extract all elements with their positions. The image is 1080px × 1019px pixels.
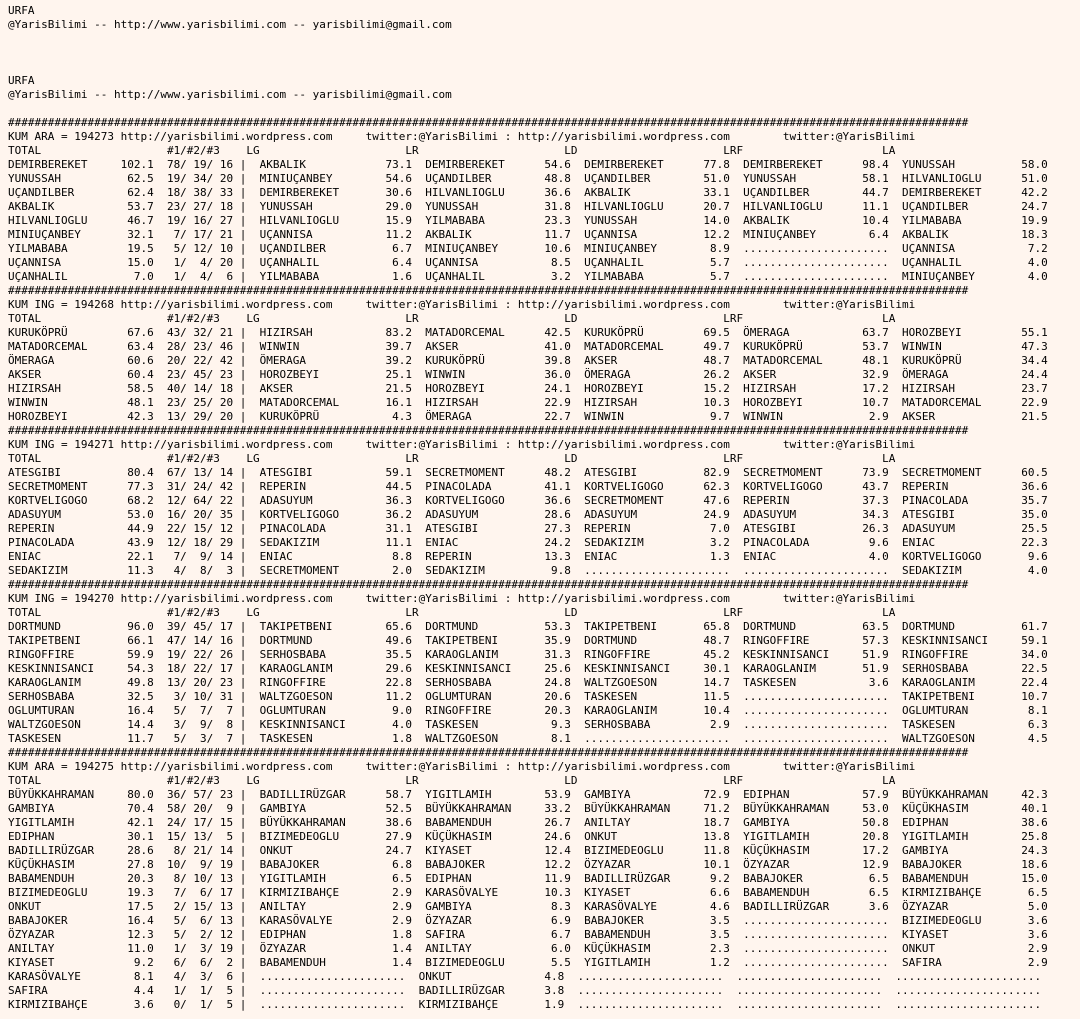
table-row: BADILLIRÜZGAR 28.6 8/ 21/ 14 | ONKUT 24.7 KIYASET 12.4 BIZIMEDEOGLU 11.8 KÜÇÜKHASIM 17.2 GAMBIYA 24.3 [8,844,1048,857]
separator-line: ################################################################################################################################################# [8,424,969,437]
table-row: KÜÇÜKHASIM 27.8 10/ 9/ 19 | BABAJOKER 6.8 BABAJOKER 12.2 ÖZYAZAR 10.1 ÖZYAZAR 12.9 BABAJOKER 18.6 [8,858,1048,871]
column-headers: TOTAL #1/#2/#3 LG LR LD LRF LA [8,144,896,157]
city-title: URFA [8,4,35,17]
table-row: BIZIMEDEOGLU 19.3 7/ 6/ 17 | KIRMIZIBAHÇE 2.9 KARASÖVALYE 10.3 KIYASET 6.6 BABAMENDUH 6.5 KIRMIZIBAHÇE 6.5 [8,886,1048,899]
race-header: KUM ING = 194268 http://yarisbilimi.wordpress.com twitter:@YarisBilimi : http://yarisbilimi.wordpress.com twitter:@YarisBilimi [8,298,916,311]
table-row: PINACOLADA 43.9 12/ 18/ 29 | SEDAKIZIM 11.1 ENIAC 24.2 SEDAKIZIM 3.2 PINACOLADA 9.6 ENIAC 22.3 [8,536,1048,549]
table-row: KESKINNISANCI 54.3 18/ 22/ 17 | KARAOGLANIM 29.6 KESKINNISANCI 25.6 KESKINNISANCI 30.1 KARAOGLANIM 51.9 SERHOSBABA 22.5 [8,662,1048,675]
table-row: DEMIRBEREKET 102.1 78/ 19/ 16 | AKBALIK 73.1 DEMIRBEREKET 54.6 DEMIRBEREKET 77.8 DEMIRBEREKET 98.4 YUNUSSAH 58.0 [8,158,1048,171]
table-row: KIRMIZIBAHÇE 3.6 0/ 1/ 5 | ...................... KIRMIZIBAHÇE 1.9 ...................... ...................... ...................... [8,998,1042,1011]
column-headers: TOTAL #1/#2/#3 LG LR LD LRF LA [8,312,896,325]
contact-line: @YarisBilimi -- http://www.yarisbilimi.com -- yarisbilimi@gmail.com [8,88,452,101]
table-row: KURUKÖPRÜ 67.6 43/ 32/ 21 | HIZIRSAH 83.2 MATADORCEMAL 42.5 KURUKÖPRÜ 69.5 ÖMERAGA 63.7 HOROZBEYI 55.1 [8,326,1048,339]
table-row: SAFIRA 4.4 1/ 1/ 5 | ...................... BADILLIRÜZGAR 3.8 ...................... ...................... ...................... [8,984,1042,997]
separator-line: ################################################################################################################################################# [8,116,969,129]
blank-line [8,32,1080,46]
table-row: WINWIN 48.1 23/ 25/ 20 | MATADORCEMAL 16.1 HIZIRSAH 22.9 HIZIRSAH 10.3 HOROZBEYI 10.7 MATADORCEMAL 22.9 [8,396,1048,409]
blank-line [8,102,1080,116]
table-row: DORTMUND 96.0 39/ 45/ 17 | TAKIPETBENI 65.6 DORTMUND 53.3 TAKIPETBENI 65.8 DORTMUND 63.5 DORTMUND 61.7 [8,620,1048,633]
table-row: SEDAKIZIM 11.3 4/ 8/ 3 | SECRETMOMENT 2.0 SEDAKIZIM 9.8 ...................... ...................... SEDAKIZIM 4.0 [8,564,1048,577]
blank-line [8,60,1080,74]
table-row: HOROZBEYI 42.3 13/ 29/ 20 | KURUKÖPRÜ 4.3 ÖMERAGA 22.7 WINWIN 9.7 WINWIN 2.9 AKSER 21.5 [8,410,1048,423]
column-headers: TOTAL #1/#2/#3 LG LR LD LRF LA [8,452,896,465]
table-row: EDIPHAN 30.1 15/ 13/ 5 | BIZIMEDEOGLU 27.9 KÜÇÜKHASIM 24.6 ONKUT 13.8 YIGITLAMIH 20.8 YIGITLAMIH 25.8 [8,830,1048,843]
race-header: KUM ING = 194271 http://yarisbilimi.wordpress.com twitter:@YarisBilimi : http://yarisbilimi.wordpress.com twitter:@YarisBilimi [8,438,916,451]
table-row: UÇANHALIL 7.0 1/ 4/ 6 | YILMABABA 1.6 UÇANHALIL 3.2 YILMABABA 5.7 ...................... MINIUÇANBEY 4.0 [8,270,1048,283]
table-row: ADASUYUM 53.0 16/ 20/ 35 | KORTVELIGOGO 36.2 ADASUYUM 28.6 ADASUYUM 24.9 ADASUYUM 34.3 ATESGIBI 35.0 [8,508,1048,521]
table-row: GAMBIYA 70.4 58/ 20/ 9 | GAMBIYA 52.5 BÜYÜKKAHRAMAN 33.2 BÜYÜKKAHRAMAN 71.2 BÜYÜKKAHRAMAN 53.0 KÜÇÜKHASIM 40.1 [8,802,1048,815]
race-header: KUM ARA = 194275 http://yarisbilimi.wordpress.com twitter:@YarisBilimi : http://yarisbilimi.wordpress.com twitter:@YarisBilimi [8,760,916,773]
table-row: TASKESEN 11.7 5/ 3/ 7 | TASKESEN 1.8 WALTZGOESON 8.1 ...................... ...................... WALTZGOESON 4.5 [8,732,1048,745]
table-row: OGLUMTURAN 16.4 5/ 7/ 7 | OGLUMTURAN 9.0 RINGOFFIRE 20.3 KARAOGLANIM 10.4 ...................... OGLUMTURAN 8.1 [8,704,1048,717]
table-row: SECRETMOMENT 77.3 31/ 24/ 42 | REPERIN 44.5 PINACOLADA 41.1 KORTVELIGOGO 62.3 KORTVELIGOGO 43.7 REPERIN 36.6 [8,480,1048,493]
table-row: UÇANDILBER 62.4 18/ 38/ 33 | DEMIRBEREKET 30.6 HILVANLIOGLU 36.6 AKBALIK 33.1 UÇANDILBER 44.7 DEMIRBEREKET 42.2 [8,186,1048,199]
separator-line: ################################################################################################################################################# [8,284,969,297]
table-row: ÖMERAGA 60.6 20/ 22/ 42 | ÖMERAGA 39.2 KURUKÖPRÜ 39.8 AKSER 48.7 MATADORCEMAL 48.1 KURUKÖPRÜ 34.4 [8,354,1048,367]
table-row: KORTVELIGOGO 68.2 12/ 64/ 22 | ADASUYUM 36.3 KORTVELIGOGO 36.6 SECRETMOMENT 47.6 REPERIN 37.3 PINACOLADA 35.7 [8,494,1048,507]
table-row: YIGITLAMIH 42.1 24/ 17/ 15 | BÜYÜKKAHRAMAN 38.6 BABAMENDUH 26.7 ANILTAY 18.7 GAMBIYA 50.8 EDIPHAN 38.6 [8,816,1048,829]
table-row: ANILTAY 11.0 1/ 3/ 19 | ÖZYAZAR 1.4 ANILTAY 6.0 KÜÇÜKHASIM 2.3 ...................... ONKUT 2.9 [8,942,1048,955]
table-row: KARASÖVALYE 8.1 4/ 3/ 6 | ...................... ONKUT 4.8 ...................... ...................... ...................... [8,970,1042,983]
separator-line: ################################################################################################################################################# [8,746,969,759]
table-row: SERHOSBABA 32.5 3/ 10/ 31 | WALTZGOESON 11.2 OGLUMTURAN 20.6 TASKESEN 11.5 ...................... TAKIPETBENI 10.7 [8,690,1048,703]
table-row: YUNUSSAH 62.5 19/ 34/ 20 | MINIUÇANBEY 54.6 UÇANDILBER 48.8 UÇANDILBER 51.0 YUNUSSAH 58.1 HILVANLIOGLU 51.0 [8,172,1048,185]
table-row: ONKUT 17.5 2/ 15/ 13 | ANILTAY 2.9 GAMBIYA 8.3 KARASÖVALYE 4.6 BADILLIRÜZGAR 3.6 ÖZYAZAR 5.0 [8,900,1048,913]
column-headers: TOTAL #1/#2/#3 LG LR LD LRF LA [8,606,896,619]
table-row: AKSER 60.4 23/ 45/ 23 | HOROZBEYI 25.1 WINWIN 36.0 ÖMERAGA 26.2 AKSER 32.9 ÖMERAGA 24.4 [8,368,1048,381]
column-headers: TOTAL #1/#2/#3 LG LR LD LRF LA [8,774,896,787]
table-row: ÖZYAZAR 12.3 5/ 2/ 12 | EDIPHAN 1.8 SAFIRA 6.7 BABAMENDUH 3.5 ...................... KIYASET 3.6 [8,928,1048,941]
table-row: BABAJOKER 16.4 5/ 6/ 13 | KARASÖVALYE 2.9 ÖZYAZAR 6.9 BABAJOKER 3.5 ...................... BIZIMEDEOGLU 3.6 [8,914,1048,927]
race-header: KUM ING = 194270 http://yarisbilimi.wordpress.com twitter:@YarisBilimi : http://yarisbilimi.wordpress.com twitter:@YarisBilimi [8,592,916,605]
table-row: BABAMENDUH 20.3 8/ 10/ 13 | YIGITLAMIH 6.5 EDIPHAN 11.9 BADILLIRÜZGAR 9.2 BABAJOKER 6.5 BABAMENDUH 15.0 [8,872,1048,885]
table-row: MATADORCEMAL 63.4 28/ 23/ 46 | WINWIN 39.7 AKSER 41.0 MATADORCEMAL 49.7 KURUKÖPRÜ 53.7 WINWIN 47.3 [8,340,1048,353]
blank-line [8,46,1080,60]
table-row: BÜYÜKKAHRAMAN 80.0 36/ 57/ 23 | BADILLIRÜZGAR 58.7 YIGITLAMIH 53.9 GAMBIYA 72.9 EDIPHAN 57.9 BÜYÜKKAHRAMAN 42.3 [8,788,1048,801]
race-header: KUM ARA = 194273 http://yarisbilimi.wordpress.com twitter:@YarisBilimi : http://yarisbilimi.wordpress.com twitter:@YarisBilimi [8,130,916,143]
table-row: YILMABABA 19.5 5/ 12/ 10 | UÇANDILBER 6.7 MINIUÇANBEY 10.6 MINIUÇANBEY 8.9 ...................... UÇANNISA 7.2 [8,242,1048,255]
table-row: HILVANLIOGLU 46.7 19/ 16/ 27 | HILVANLIOGLU 15.9 YILMABABA 23.3 YUNUSSAH 14.0 AKBALIK 10.4 YILMABABA 19.9 [8,214,1048,227]
table-row: ENIAC 22.1 7/ 9/ 14 | ENIAC 8.8 REPERIN 13.3 ENIAC 1.3 ENIAC 4.0 KORTVELIGOGO 9.6 [8,550,1048,563]
table-row: UÇANNISA 15.0 1/ 4/ 20 | UÇANHALIL 6.4 UÇANNISA 8.5 UÇANHALIL 5.7 ...................... UÇANHALIL 4.0 [8,256,1048,269]
table-row: MINIUÇANBEY 32.1 7/ 17/ 21 | UÇANNISA 11.2 AKBALIK 11.7 UÇANNISA 12.2 MINIUÇANBEY 6.4 AKBALIK 18.3 [8,228,1048,241]
table-row: HIZIRSAH 58.5 40/ 14/ 18 | AKSER 21.5 HOROZBEYI 24.1 HOROZBEYI 15.2 HIZIRSAH 17.2 HIZIRSAH 23.7 [8,382,1048,395]
table-row: KARAOGLANIM 49.8 13/ 20/ 23 | RINGOFFIRE 22.8 SERHOSBABA 24.8 WALTZGOESON 14.7 TASKESEN 3.6 KARAOGLANIM 22.4 [8,676,1048,689]
city-title: URFA [8,74,35,87]
table-row: AKBALIK 53.7 23/ 27/ 18 | YUNUSSAH 29.0 YUNUSSAH 31.8 HILVANLIOGLU 20.7 HILVANLIOGLU 11.1 UÇANDILBER 24.7 [8,200,1048,213]
table-row: WALTZGOESON 14.4 3/ 9/ 8 | KESKINNISANCI 4.0 TASKESEN 9.3 SERHOSBABA 2.9 ...................... TASKESEN 6.3 [8,718,1048,731]
table-row: KIYASET 9.2 6/ 6/ 2 | BABAMENDUH 1.4 BIZIMEDEOGLU 5.5 YIGITLAMIH 1.2 ...................... SAFIRA 2.9 [8,956,1048,969]
table-row: RINGOFFIRE 59.9 19/ 22/ 26 | SERHOSBABA 35.5 KARAOGLANIM 31.3 RINGOFFIRE 45.2 KESKINNISANCI 51.9 RINGOFFIRE 34.0 [8,648,1048,661]
contact-line: @YarisBilimi -- http://www.yarisbilimi.com -- yarisbilimi@gmail.com [8,18,452,31]
table-row: TAKIPETBENI 66.1 47/ 14/ 16 | DORTMUND 49.6 TAKIPETBENI 35.9 DORTMUND 48.7 RINGOFFIRE 57.3 KESKINNISANCI 59.1 [8,634,1048,647]
separator-line: ################################################################################################################################################# [8,578,969,591]
table-row: REPERIN 44.9 22/ 15/ 12 | PINACOLADA 31.1 ATESGIBI 27.3 REPERIN 7.0 ATESGIBI 26.3 ADASUYUM 25.5 [8,522,1048,535]
table-row: ATESGIBI 80.4 67/ 13/ 14 | ATESGIBI 59.1 SECRETMOMENT 48.2 ATESGIBI 82.9 SECRETMOMENT 73.9 SECRETMOMENT 60.5 [8,466,1048,479]
